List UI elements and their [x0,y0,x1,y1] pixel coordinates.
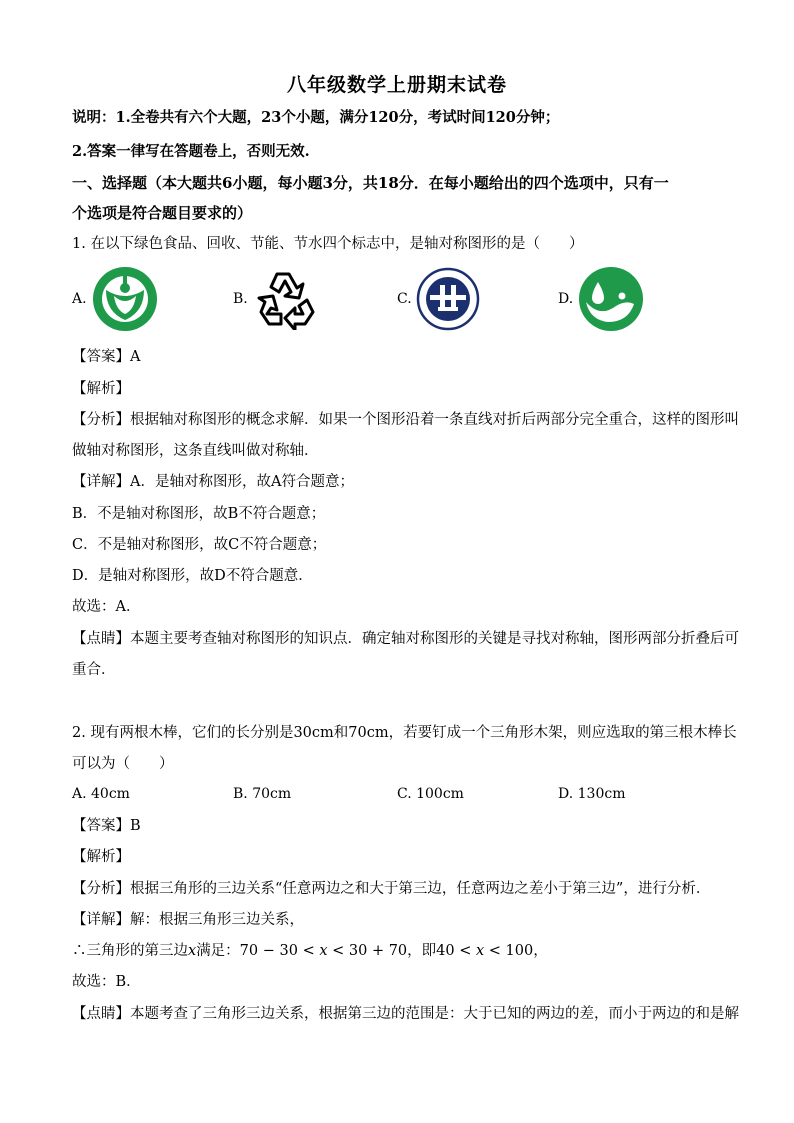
green-food-logo-icon [92,266,158,332]
q2-detail-2-suffix: < 100， [484,943,548,959]
recycle-logo-icon [255,268,319,330]
q1-analysis-line1: 【分析】根据轴对称图形的概念求解．如果一个图形沿着一条直线对折后两部分完全重合，这样的图形叫 [72,412,739,428]
q2-variable-x-2: x [319,943,328,959]
q1-detail-3: C．不是轴对称图形，故C不符合题意； [72,537,327,553]
section-heading-line1: 一、选择题（本大题共6小题，每小题3分，共18分．在每小题给出的四个选项中，只有一 [72,174,669,192]
q1-detail-2: B．不是轴对称图形，故B不符合题意； [72,506,326,522]
q2-analysis-tag: 【解析】 [72,849,130,865]
q1-option-b-label: B. [233,291,248,307]
q1-option-d-label: D. [558,291,574,307]
section-heading-line2: 个选项是符合题目要求的） [72,204,253,222]
q1-detail-4: D．是轴对称图形，故D不符合题意． [72,568,313,584]
q2-choice: 故选：B． [72,974,141,990]
q1-answer: 【答案】A [72,349,141,365]
q2-detail-2-mid: 满足：70 − 30 < [196,943,320,959]
q1-comment-line2: 重合． [72,662,116,678]
energy-saving-logo-icon [416,267,480,331]
note-1: 说明：1.全卷共有六个大题，23个小题，满分120分，考试时间120分钟； [72,109,560,126]
q1-choice: 故选：A． [72,599,141,615]
q2-option-c: C. 100cm [397,786,464,802]
q1-option-a-label: A. [72,291,87,307]
q2-option-d: D. 130cm [558,786,626,802]
q1-analysis-tag: 【解析】 [72,381,130,397]
q2-option-a: A. 40cm [72,786,130,802]
q2-stem-line1: 2. 现有两根木棒，它们的长分别是30cm和70cm，若要钉成一个三角形木架，则应选取的第三根木棒长 [72,725,737,741]
q2-variable-x: x [188,943,197,959]
note-2: 2.答案一律写在答题卷上，否则无效. [72,143,310,160]
q2-detail-2-mid2: < 30 + 70，即40 < [327,943,476,959]
q2-option-b: B. 70cm [233,786,292,802]
q2-comment: 【点睛】本题考查了三角形三边关系，根据第三边的范围是：大于已知的两边的差，而小于两边的和是解 [72,1006,739,1022]
q2-answer: 【答案】B [72,818,141,834]
q2-analysis: 【分析】根据三角形的三边关系“任意两边之和大于第三边，任意两边之差小于第三边”，进行分析． [72,881,711,897]
q2-detail-1: 【详解】解：根据三角形三边关系， [72,912,304,928]
q2-variable-x-3: x [475,943,485,959]
q1-detail-1: 【详解】A．是轴对称图形，故A符合题意； [72,474,354,490]
water-saving-logo-icon [578,266,644,332]
q1-stem: 1. 在以下绿色食品、回收、节能、节水四个标志中，是轴对称图形的是（ ） [72,236,584,252]
q2-detail-2-prefix: ∴三角形的第三边 [72,943,188,959]
page-title: 八年级数学上册期末试卷 [286,74,507,96]
q1-option-c-label: C. [397,291,412,307]
q2-stem-line2: 可以为（ ） [72,756,174,772]
q2-detail-2 [72,941,548,961]
q1-comment-line1: 【点睛】本题主要考查轴对称图形的知识点．确定轴对称图形的关键是寻找对称轴，图形两部分折叠后可 [72,631,739,647]
q1-analysis-line2: 做轴对称图形，这条直线叫做对称轴． [72,443,319,459]
